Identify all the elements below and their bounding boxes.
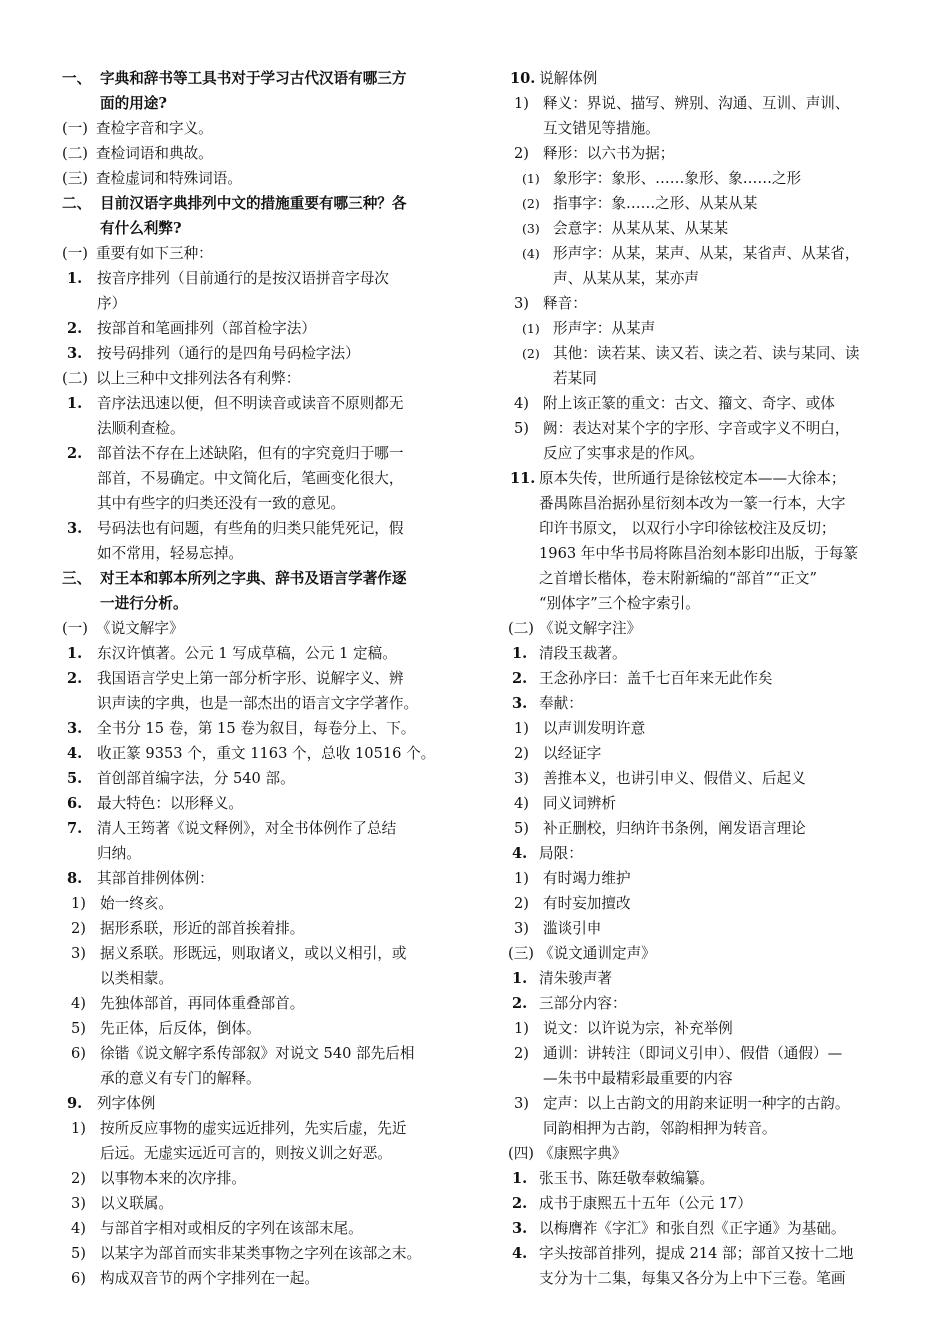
list-item	[508, 941, 908, 966]
list-marker: 3)	[514, 295, 529, 312]
list-marker: 2.	[512, 995, 528, 1012]
list-item	[62, 1091, 466, 1116]
list-marker: (二)	[508, 620, 534, 637]
list-text: 说解体例	[539, 70, 598, 87]
list-item	[508, 191, 908, 216]
list-text: 番禺陈昌治据孙星衍刻本改为一篆一行本，大字	[539, 495, 846, 512]
list-item	[508, 916, 908, 941]
list-item	[508, 741, 908, 766]
list-text: 释形：以六书为据；	[543, 145, 675, 162]
list-item	[508, 641, 908, 666]
list-text: 以上三种中文排列法各有利弊：	[96, 370, 301, 387]
list-item	[508, 216, 908, 241]
list-text: 按号码排列（通行的是四角号码检字法）	[97, 345, 360, 362]
list-text: 部首，不易确定。中文简化后，笔画变化很大，	[97, 470, 404, 487]
list-marker: 3)	[71, 945, 86, 962]
list-marker: 5)	[514, 820, 529, 837]
list-marker: 4)	[71, 995, 86, 1012]
list-text: 字头按部首排列，提成 214 部；部首又按十二地	[539, 1245, 854, 1262]
list-item-continuation	[62, 91, 466, 116]
list-item	[508, 466, 908, 491]
list-item	[62, 166, 466, 191]
list-text: 三部分内容：	[539, 995, 627, 1012]
list-item	[508, 616, 908, 641]
list-item	[62, 1241, 466, 1266]
list-marker: 2.	[67, 320, 83, 337]
list-text: 查检词语和典故。	[96, 145, 213, 162]
list-item	[508, 1091, 908, 1116]
list-item	[62, 1216, 466, 1241]
list-marker: 1.	[67, 395, 83, 412]
list-item-continuation	[62, 416, 466, 441]
list-item-continuation	[62, 966, 466, 991]
list-marker: 1.	[67, 645, 83, 662]
list-text: 据义系联。形既远，则取诸义，或以义相引，或	[100, 945, 407, 962]
list-marker: 5)	[514, 420, 529, 437]
list-text: 形声字：从某声	[553, 320, 656, 337]
list-text: 号码法也有问题，有些角的归类只能凭死记，假	[97, 520, 404, 537]
list-text: 附上该正篆的重文：古文、籀文、奇字、或体	[543, 395, 835, 412]
list-item	[62, 66, 466, 91]
list-text: 支分为十二集，每集又各分为上中下三卷。笔画	[539, 1270, 846, 1287]
list-text: 查检字音和字义。	[96, 120, 213, 137]
list-marker: 6.	[67, 795, 83, 812]
list-item	[62, 941, 466, 966]
list-text: 之首增长楷体，卷末附新编的“部首”“正文”	[539, 570, 817, 587]
list-marker: 2)	[71, 920, 86, 937]
list-marker: 1.	[67, 270, 83, 287]
list-item-continuation	[508, 516, 908, 541]
list-text: 清人王筠著《说文释例》，对全书体例作了总结	[97, 820, 397, 837]
list-text: 通训：讲转注（即词义引申）、假借（通假）—	[543, 1045, 843, 1062]
list-marker: 3.	[512, 1220, 528, 1237]
list-item-continuation	[508, 366, 908, 391]
list-item-continuation	[62, 216, 466, 241]
list-item-continuation	[62, 291, 466, 316]
list-marker: 1.	[512, 1170, 528, 1187]
list-item	[62, 266, 466, 291]
list-item	[508, 966, 908, 991]
list-item	[508, 391, 908, 416]
list-marker: 三、	[62, 570, 92, 587]
list-item	[508, 316, 908, 341]
list-marker: (三)	[62, 170, 88, 187]
list-marker: (2)	[522, 346, 540, 361]
list-marker: (一)	[62, 245, 88, 262]
list-item	[508, 716, 908, 741]
list-marker: 一、	[62, 70, 92, 87]
list-item	[508, 91, 908, 116]
list-text: 以经证字	[543, 745, 602, 762]
list-text: 其中有些字的归类还没有一致的意见。	[97, 495, 346, 512]
list-marker: 1)	[71, 895, 86, 912]
list-text: 首创部首编字法，分 540 部。	[97, 770, 295, 787]
list-text: 收正篆 9353 个，重文 1163 个，总收 10516 个。	[97, 745, 436, 762]
list-marker: 3)	[71, 1195, 86, 1212]
list-item	[62, 241, 466, 266]
list-text: 局限：	[539, 845, 583, 862]
list-marker: 4.	[512, 845, 528, 862]
list-item	[62, 366, 466, 391]
list-marker: 2)	[514, 1045, 529, 1062]
list-text: 我国语言学史上第一部分析字形、说解字义、辨	[97, 670, 404, 687]
list-text: 识声读的字典，也是一部杰出的语言文字学著作。	[97, 695, 419, 712]
list-marker: (1)	[522, 321, 540, 336]
list-text: 1963 年中华书局将陈昌治刻本影印出版，于每篆	[539, 545, 859, 562]
list-text: 以声训发明许意	[543, 720, 646, 737]
list-marker: 3)	[514, 920, 529, 937]
list-marker: 4)	[514, 795, 529, 812]
list-marker: 4.	[512, 1245, 528, 1262]
list-text: 原本失传，世所通行是徐铉校定本——大徐本；	[539, 470, 846, 487]
list-item	[62, 341, 466, 366]
list-item-continuation	[508, 116, 908, 141]
list-item	[508, 291, 908, 316]
list-text: 其部首排例体例：	[97, 870, 214, 887]
list-text: 形声字：从某，某声、从某，某省声、从某省，	[553, 245, 860, 262]
list-text: 奉献：	[539, 695, 583, 712]
list-text: 《说文解字》	[96, 620, 184, 637]
list-text: 清朱骏声著	[539, 970, 612, 987]
list-text: 全书分 15 卷，第 15 卷为叙目，每卷分上、下。	[97, 720, 416, 737]
list-item	[62, 116, 466, 141]
list-marker: 2)	[514, 145, 529, 162]
list-item	[62, 866, 466, 891]
list-marker: (四)	[508, 1145, 534, 1162]
list-text: 据形系联，形近的部首挨着排。	[100, 920, 305, 937]
list-text: 互文错见等措施。	[543, 120, 660, 137]
list-text: 按音序排列（目前通行的是按汉语拼音字母次	[97, 270, 389, 287]
list-marker: 3.	[67, 345, 83, 362]
list-marker: (二)	[62, 370, 88, 387]
list-marker: 1)	[71, 1120, 86, 1137]
list-text: 一进行分析。	[100, 595, 188, 612]
list-text: 若某同	[553, 370, 597, 387]
list-item	[62, 666, 466, 691]
list-text: 以事物本来的次序排。	[100, 1170, 246, 1187]
list-text: 清段玉裁著。	[539, 645, 627, 662]
list-item	[508, 866, 908, 891]
list-item	[508, 1216, 908, 1241]
list-marker: (一)	[62, 120, 88, 137]
list-item-continuation	[508, 266, 908, 291]
list-text: 序）	[97, 295, 127, 312]
list-text: 指事字：象……之形、从某从某	[553, 195, 758, 212]
list-item	[508, 1041, 908, 1066]
list-text: 以类相蒙。	[100, 970, 173, 987]
list-marker: 4.	[67, 745, 83, 762]
list-item-continuation	[508, 491, 908, 516]
list-item	[508, 166, 908, 191]
list-item	[62, 191, 466, 216]
list-marker: 5)	[71, 1245, 86, 1262]
list-text: 重要有如下三种：	[96, 245, 213, 262]
list-marker: (2)	[522, 196, 540, 211]
list-text: 先正体，后反体，倒体。	[100, 1020, 261, 1037]
list-text: 字典和辞书等工具书对于学习古代汉语有哪三方	[100, 70, 407, 87]
list-item	[62, 1266, 466, 1291]
list-item	[62, 516, 466, 541]
list-text: 阙：表达对某个字的字形、字音或字义不明白，	[543, 420, 850, 437]
list-marker: 8.	[67, 870, 83, 887]
list-item	[508, 241, 908, 266]
list-item-continuation	[62, 691, 466, 716]
list-item	[508, 841, 908, 866]
list-marker: 2)	[71, 1170, 86, 1187]
list-item-continuation	[62, 1141, 466, 1166]
list-item	[508, 1141, 908, 1166]
list-text: 最大特色：以形释义。	[97, 795, 243, 812]
list-item	[62, 441, 466, 466]
list-item	[62, 816, 466, 841]
list-text: 善推本义，也讲引申义、假借义、后起义	[543, 770, 806, 787]
list-item	[508, 791, 908, 816]
list-text: 定声：以上古韵文的用韵来证明一种字的古韵。	[543, 1095, 850, 1112]
list-item	[508, 766, 908, 791]
list-text: 同韵相押为古韵，邻韵相押为转音。	[543, 1120, 777, 1137]
list-marker: 1)	[514, 720, 529, 737]
list-item	[508, 1016, 908, 1041]
list-marker: (1)	[522, 171, 540, 186]
list-marker: 1.	[512, 645, 528, 662]
list-text: 归纳。	[97, 845, 141, 862]
list-item	[62, 316, 466, 341]
list-text: 按部首和笔画排列（部首检字法）	[97, 320, 316, 337]
list-text: 成书于康熙五十五年（公元 17）	[539, 1195, 752, 1212]
list-item-continuation	[508, 1266, 908, 1291]
list-text: 如不常用，轻易忘掉。	[97, 545, 243, 562]
list-marker: 1)	[514, 95, 529, 112]
list-item	[508, 416, 908, 441]
list-item-continuation	[62, 541, 466, 566]
list-item-continuation	[62, 1066, 466, 1091]
list-item	[508, 991, 908, 1016]
list-item	[508, 341, 908, 366]
list-text: 后远。无虚实远近可言的，则按义训之好恶。	[100, 1145, 392, 1162]
list-text: 《康熙字典》	[539, 1145, 627, 1162]
list-text: 象形字：象形、……象形、象……之形	[553, 170, 802, 187]
list-marker: (二)	[62, 145, 88, 162]
list-text: 始一终亥。	[100, 895, 173, 912]
list-marker: 7.	[67, 820, 83, 837]
list-text: 同义词辨析	[543, 795, 616, 812]
list-text: 其他：读若某、读又若、读之若、读与某同、读	[553, 345, 860, 362]
list-text: 印许书原文， 以双行小字印徐铉校注及反切；	[539, 520, 836, 537]
list-marker: (4)	[522, 246, 540, 261]
list-text: 释义：界说、描写、辨别、沟通、互训、声训、	[543, 95, 850, 112]
list-text: 声、从某从某，某亦声	[553, 270, 699, 287]
list-marker: 2)	[514, 745, 529, 762]
list-text: 有时竭力维护	[543, 870, 631, 887]
list-text: 查检虚词和特殊词语。	[96, 170, 242, 187]
list-marker: (一)	[62, 620, 88, 637]
list-marker: 6)	[71, 1045, 86, 1062]
list-marker: 2.	[67, 445, 83, 462]
list-marker: (3)	[522, 221, 540, 236]
list-text: 构成双音节的两个字排列在一起。	[100, 1270, 319, 1287]
list-text: 《说文解字注》	[539, 620, 642, 637]
list-marker: 4)	[514, 395, 529, 412]
list-text: 徐锴《说文解字系传部叙》对说文 540 部先后相	[100, 1045, 415, 1062]
list-text: 以梅膺祚《字汇》和张自烈《正字通》为基础。	[539, 1220, 846, 1237]
list-text: 《说文通训定声》	[539, 945, 656, 962]
list-marker: 6)	[71, 1270, 86, 1287]
list-marker: 11.	[510, 470, 536, 487]
list-item-continuation	[62, 591, 466, 616]
list-marker: 2.	[512, 670, 528, 687]
list-item	[62, 791, 466, 816]
list-text: 部首法不存在上述缺陷，但有的字究竟归于哪一	[97, 445, 404, 462]
list-text: 补正删校，归纳许书条例，阐发语言理论	[543, 820, 806, 837]
list-item	[62, 1041, 466, 1066]
list-item	[508, 816, 908, 841]
list-item	[62, 641, 466, 666]
list-item-continuation	[508, 566, 908, 591]
list-marker: 10.	[510, 70, 536, 87]
list-item	[62, 1166, 466, 1191]
list-text: 按所反应事物的虚实远近排列，先实后虚，先近	[100, 1120, 407, 1137]
list-text: 会意字：从某从某、从某某	[553, 220, 729, 237]
list-text: “别体字”三个检字索引。	[539, 595, 700, 612]
list-text: 法顺利查检。	[97, 420, 185, 437]
list-text: 以某字为部首而实非某类事物之字列在该部之末。	[100, 1245, 422, 1262]
list-text: 王念孙序曰：盖千七百年来无此作矣	[539, 670, 773, 687]
list-text: 东汉许慎著。公元 1 写成草稿，公元 1 定稿。	[97, 645, 397, 662]
list-text: 对王本和郭本所列之字典、辞书及语言学著作逐	[100, 570, 407, 587]
right-column	[508, 66, 908, 1291]
list-marker: 9.	[67, 1095, 83, 1112]
list-text: 说文：以许说为宗，补充举例	[543, 1020, 733, 1037]
list-text: 目前汉语字典排列中文的措施重要有哪三种？各	[100, 195, 407, 212]
list-item	[62, 616, 466, 641]
list-item	[508, 141, 908, 166]
list-text: 张玉书、陈廷敬奉敕编纂。	[539, 1170, 715, 1187]
list-item	[62, 991, 466, 1016]
list-item	[62, 1191, 466, 1216]
list-item-continuation	[508, 591, 908, 616]
list-marker: 1)	[514, 1020, 529, 1037]
list-item-continuation	[508, 541, 908, 566]
list-text: 先独体部首，再同体重叠部首。	[100, 995, 305, 1012]
list-item-continuation	[508, 441, 908, 466]
list-marker: 3)	[514, 1095, 529, 1112]
list-item	[62, 566, 466, 591]
list-item	[62, 1016, 466, 1041]
list-item	[62, 916, 466, 941]
list-item-continuation	[508, 1066, 908, 1091]
list-marker: 4)	[71, 1220, 86, 1237]
list-text: 与部首字相对或相反的字列在该部末尾。	[100, 1220, 363, 1237]
list-marker: 3)	[514, 770, 529, 787]
list-item-continuation	[62, 491, 466, 516]
list-item	[62, 891, 466, 916]
list-item-continuation	[508, 1116, 908, 1141]
list-item	[62, 741, 466, 766]
list-text: 有时妄加擅改	[543, 895, 631, 912]
list-item	[62, 716, 466, 741]
list-item	[508, 66, 908, 91]
list-item	[62, 391, 466, 416]
list-item	[508, 1191, 908, 1216]
list-marker: 2.	[512, 1195, 528, 1212]
list-item	[508, 891, 908, 916]
list-text: 有什么利弊?	[100, 220, 182, 237]
list-marker: 3.	[67, 520, 83, 537]
list-item	[508, 691, 908, 716]
list-marker: 2.	[67, 670, 83, 687]
list-marker: 2)	[514, 895, 529, 912]
list-text: 以义联属。	[100, 1195, 173, 1212]
list-text: 承的意义有专门的解释。	[100, 1070, 261, 1087]
list-item	[62, 141, 466, 166]
list-item-continuation	[62, 466, 466, 491]
list-marker: 5)	[71, 1020, 86, 1037]
list-item	[62, 766, 466, 791]
list-marker: 3.	[512, 695, 528, 712]
list-item	[508, 1166, 908, 1191]
list-text: 释音：	[543, 295, 587, 312]
left-column	[62, 66, 466, 1291]
list-text: 音序法迅速以便，但不明读音或读音不原则都无	[97, 395, 404, 412]
list-item	[62, 1116, 466, 1141]
list-item	[508, 666, 908, 691]
list-text: 列字体例	[97, 1095, 156, 1112]
list-text: —朱书中最精彩最重要的内容	[543, 1070, 733, 1087]
list-text: 滥谈引申	[543, 920, 602, 937]
list-marker: (三)	[508, 945, 534, 962]
list-text: 面的用途?	[100, 95, 167, 112]
list-marker: 1.	[512, 970, 528, 987]
list-marker: 3.	[67, 720, 83, 737]
list-marker: 1)	[514, 870, 529, 887]
list-text: 反应了实事求是的作风。	[543, 445, 704, 462]
list-marker: 二、	[62, 195, 92, 212]
list-marker: 5.	[67, 770, 83, 787]
list-item	[508, 1241, 908, 1266]
list-item-continuation	[62, 841, 466, 866]
